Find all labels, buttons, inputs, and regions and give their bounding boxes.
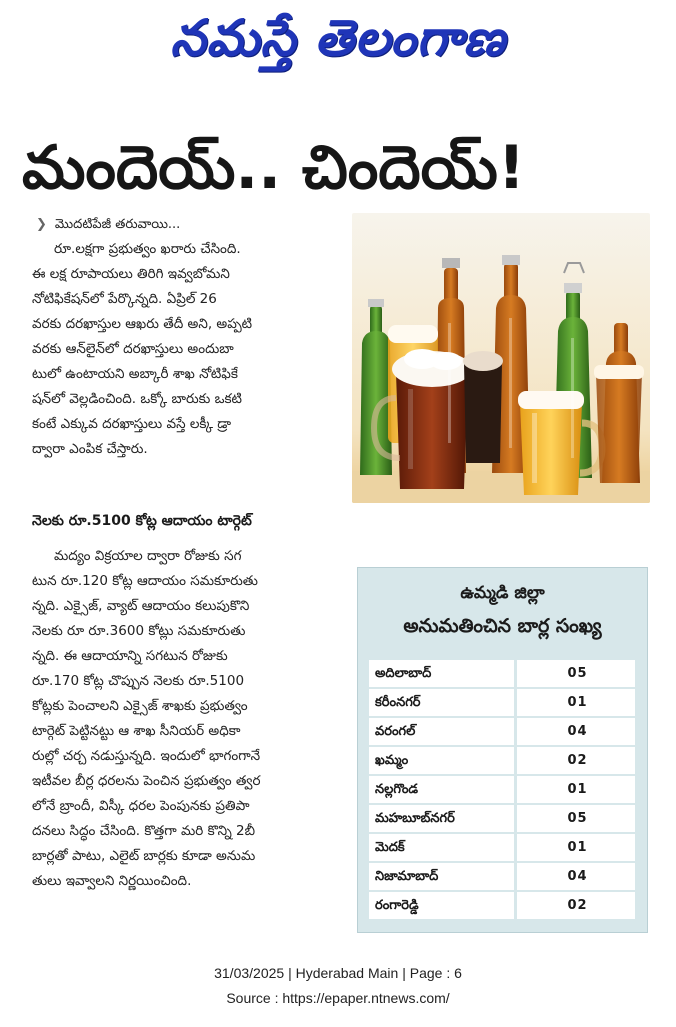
- bar-count: 01: [567, 840, 588, 855]
- table-row: [369, 747, 635, 774]
- bar-count-table: [357, 567, 648, 933]
- article-line: న్నది. ఎక్సైజ్, వ్యాట్ ఆదాయం కలుపుకొని: [32, 598, 250, 614]
- district-name: కరీంనగర్: [369, 689, 517, 716]
- district-name: ఖమ్మం: [369, 747, 517, 774]
- bar-count: 04: [567, 724, 588, 739]
- table-row: [369, 892, 635, 919]
- bar-count: 02: [567, 753, 588, 768]
- district-name: మెదక్: [369, 834, 517, 861]
- table-header: [358, 568, 647, 658]
- article-line: మద్యం విక్రయాల ద్వారా రోజుకు సగ: [54, 548, 242, 564]
- article-line: లోనే బ్రాందీ, విస్కీ ధరల పెంపునకు ప్రతిపా: [32, 798, 250, 814]
- article-line: షన్‌లో వెల్లడించింది. ఒక్కో బారుకు ఒకటి: [32, 391, 242, 407]
- article-line: రూ.170 కోట్ల చొప్పున నెలకు రూ.5100: [32, 673, 245, 689]
- footer-source-line: Source : https://epaper.ntnews.com/: [226, 990, 450, 1006]
- bar-count: 05: [567, 666, 588, 681]
- bar-count: 02: [567, 898, 588, 913]
- article-line: నెలకు రూ రూ.3600 కోట్లు సమకూరుతు: [32, 623, 246, 639]
- district-name: మహబూబ్‌నగర్: [369, 805, 517, 832]
- article-paragraph-2: [32, 544, 332, 894]
- article-line: న్నది. ఈ ఆదాయాన్ని సగటున రోజుకు: [32, 648, 228, 664]
- bar-count: 05: [567, 811, 588, 826]
- table-title-line-1: ఉమ్మడి జిల్లా: [460, 583, 545, 603]
- article-line: వరకు ఆన్‌లైన్‌లో దరఖాస్తులు అందుబా: [32, 341, 234, 357]
- article-line: వరకు దరఖాస్తుల ఆఖరు తేదీ అని, అప్పటి: [32, 316, 253, 332]
- article-line: తులు ఇవ్వాలని నిర్ణయించింది.: [32, 873, 192, 889]
- table-row: [369, 863, 635, 890]
- bar-count: 04: [567, 869, 588, 884]
- bar-count: 01: [567, 782, 588, 797]
- table-title-line-2: అనుమతించిన బార్ల సంఖ్య: [403, 615, 602, 637]
- sub-heading: నెలకు రూ.5100 కోట్ల ఆదాయం టార్గెట్: [32, 513, 252, 529]
- table-row: [369, 776, 635, 803]
- footer-edition-line: 31/03/2025 | Hyderabad Main | Page : 6: [214, 965, 462, 981]
- article-line: దనలు సిద్ధం చేసింది. కొత్తగా మరి కొన్ని 2బీ: [32, 823, 256, 839]
- article-line: నోటిఫికేషన్‌లో పేర్కొన్నది. ఏప్రిల్ 26: [32, 291, 217, 307]
- article-line: రూ.లక్షగా ప్రభుత్వం ఖరారు చేసింది.: [54, 241, 241, 257]
- article-line: కోట్లకు పెంచాలని ఎక్సైజ్ శాఖకు ప్రభుత్వం: [32, 698, 248, 714]
- continuation-line: [36, 214, 336, 236]
- article-line: టున రూ.120 కోట్ల ఆదాయం సమకూరుతు: [32, 573, 258, 589]
- article-line: ఈ లక్ష రూపాయలు తిరిగి ఇవ్వబోమని: [32, 266, 230, 282]
- article-line: బార్లతో పాటు, ఎలైట్ బార్లకు కూడా అనుమ: [32, 848, 256, 864]
- district-name: రంగారెడ్డి: [369, 892, 517, 919]
- table-row: [369, 805, 635, 832]
- beer-bottles-photo: [352, 213, 650, 503]
- article-line: రుల్లో చర్చ నడుస్తున్నది. ఇందులో భాగంగానే: [32, 748, 261, 764]
- article-line: ఇటీవల బీర్ల ధరలను పెంచిన ప్రభుత్వం త్వర: [32, 773, 261, 789]
- table-row: [369, 718, 635, 745]
- district-name: నిజామాబాద్: [369, 863, 517, 890]
- article-paragraph-1: [32, 237, 326, 462]
- headline: మందెయ్.. చిందెయ్!: [22, 133, 526, 203]
- table-row: [369, 834, 635, 861]
- article-line: టులో ఉంటాయని అబ్కారీ శాఖ నోటిఫికే: [32, 366, 238, 382]
- continuation-text: మొదటిపేజీ తరువాయి...: [54, 217, 181, 232]
- chevron-right-icon: ❯: [36, 217, 47, 232]
- masthead-logo: నమస్తే తెలంగాణ: [170, 8, 506, 67]
- beer-bottles-illustration: [352, 213, 650, 503]
- article-line: ద్వారా ఎంపిక చేస్తారు.: [32, 441, 148, 457]
- table-row: [369, 660, 635, 687]
- article-line: కంటే ఎక్కువ దరఖాస్తులు వస్తే లక్కీ డ్రా: [32, 416, 232, 432]
- table-rows: [369, 660, 635, 922]
- article-line: టార్గెట్ పెట్టినట్టు ఆ శాఖ సీనియర్ అధికా: [32, 723, 241, 739]
- district-name: నల్లగొండ: [369, 776, 517, 803]
- table-row: [369, 689, 635, 716]
- district-name: వరంగల్: [369, 718, 517, 745]
- bar-count: 01: [567, 695, 588, 710]
- district-name: అదిలాబాద్: [369, 660, 517, 687]
